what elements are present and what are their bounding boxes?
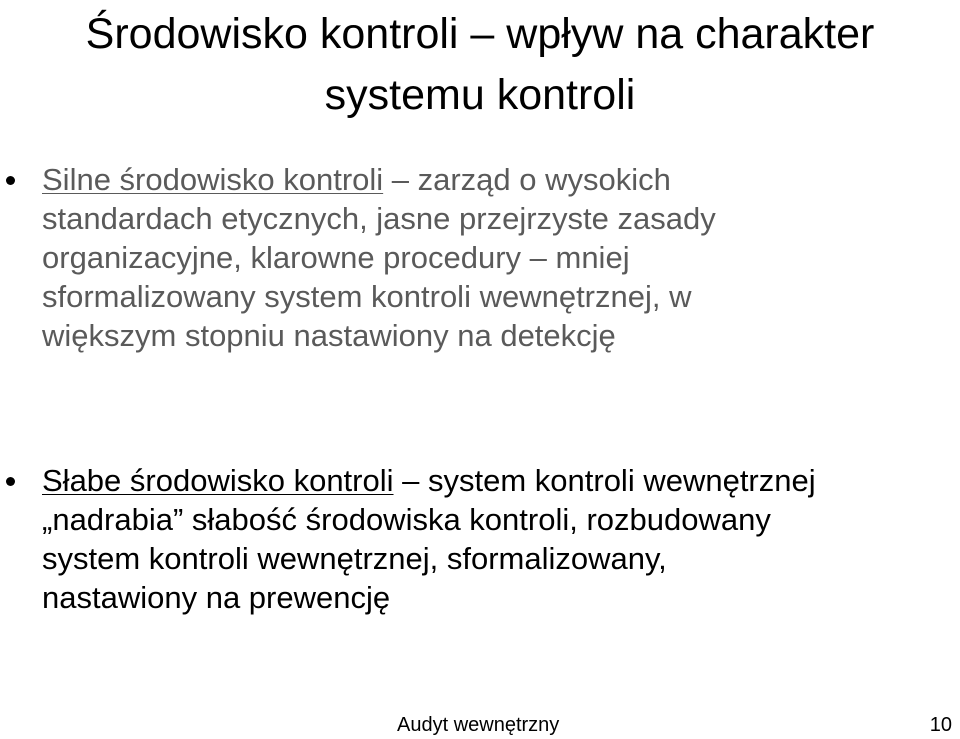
slide-title-line-1: Środowisko kontroli – wpływ na charakter	[85, 10, 875, 58]
bullet-weak-line-1	[42, 461, 952, 500]
bullet-strong-line-4: sformalizowany system kontroli wewnętrznej, w	[42, 279, 692, 314]
slide-title-line-2: systemu kontroli	[324, 71, 636, 120]
bullet-weak-line-1-rest: – system kontroli wewnętrznej	[393, 463, 816, 498]
bullet-weak-text	[42, 461, 952, 617]
bullet-strong-text	[42, 160, 952, 355]
bullet-strong-line-1	[42, 160, 952, 199]
bullet-weak-line-3: system kontroli wewnętrznej, sformalizowany,	[42, 541, 667, 576]
bullet-strong-line-3: organizacyjne, klarowne procedury – mniej	[42, 240, 630, 275]
bullet-strong-line-1-rest: – zarząd o wysokich	[383, 162, 671, 197]
slide-title	[0, 4, 960, 127]
bullet-weak-line-2: „nadrabia” słabość środowiska kontroli, rozbudowany	[42, 502, 771, 537]
bullet-strong-line-5: większym stopniu nastawiony na detekcję	[42, 318, 616, 353]
bullet-strong-line-2: standardach etycznych, jasne przejrzyste zasady	[42, 201, 716, 236]
bullet-weak-term: Słabe środowisko kontroli	[42, 463, 394, 498]
bullet-dot-icon	[6, 176, 15, 185]
bullet-dot-icon	[6, 477, 15, 486]
bullet-strong-term: Silne środowisko kontroli	[42, 162, 384, 197]
page-number: 10	[929, 714, 952, 736]
bullet-weak-line-4: nastawiony na prewencję	[42, 580, 391, 615]
footer-label: Audyt wewnętrzny	[397, 714, 560, 736]
